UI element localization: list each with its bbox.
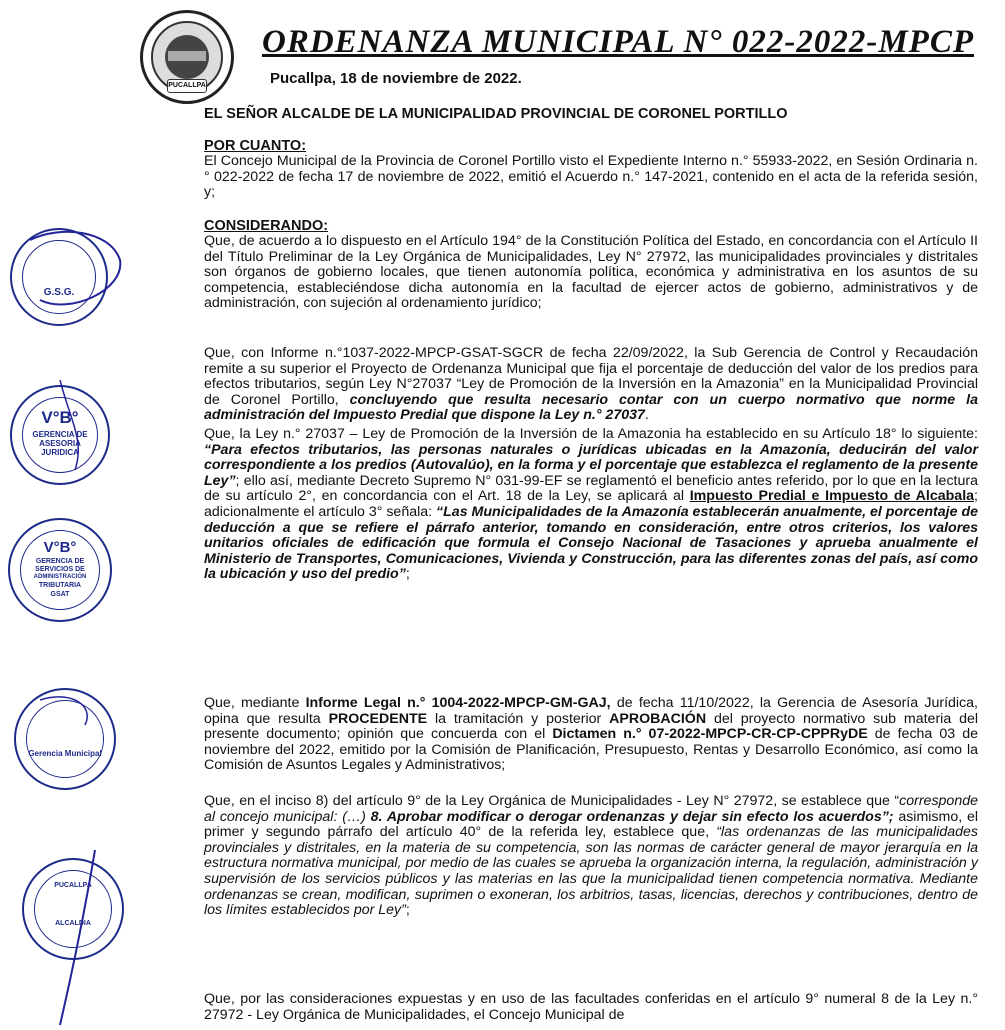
- signature-stroke-3: [40, 697, 87, 725]
- municipal-logo: [140, 10, 234, 104]
- stamp-gsat-line-3: ADMINISTRACIÓN: [33, 574, 87, 580]
- stamp-gsg-text: G.S.G.: [43, 287, 75, 298]
- por-cuanto-text: El Concejo Municipal de la Provincia de Coronel Portillo visto el Expediente Interno n.° 55933-2022, en Sesión Ordinaria n.° 022-2022 de fecha 17 de noviembre de 2022, emitió el Acuerdo n.° 147-2021, contenido en el acta de la referida sesión, y;: [204, 153, 978, 201]
- mayor-heading: EL SEÑOR ALCALDE DE LA MUNICIPALIDAD PROVINCIAL DE CORONEL PORTILLO: [204, 106, 788, 122]
- p5-quote-a: corresponde al concejo municipal: (…): [204, 793, 978, 825]
- stamp-gsat-line-2: SERVICIOS DE: [35, 566, 85, 573]
- p4-end: de fecha 03 de noviembre del 2022, emitido por la Comisión de Planificación, Presupuesto, Rentas y Desarrollo Económico, así como la Comisión de Asuntos Legales y Administrativos;: [204, 726, 978, 774]
- p5-middle: asimismo, el primer y segundo párrafo del artículo 40° de la referida ley, establece que,: [204, 808, 979, 841]
- signature-stroke-2: [60, 380, 78, 470]
- p2-text: Que, con Informe n.°1037-2022-MPCP-GSAT-SGCR de fecha 22/09/2022, la Sub Gerencia de Control y Recaudación remite a su superior el Proyecto de Ordenanza Municipal que fija el porcentaje de deducción del valor de los predios para efectos tributarios, según Ley N°27037 “Ley de Promoción de la Inversión en la Amazonia” en la Municipalidad Provincial de Coronel Portillo,: [204, 345, 978, 408]
- p5-end: ;: [405, 902, 410, 919]
- considerando-paragraph-6: Que, por las consideraciones expuestas y en uso de las facultades conferidas en el artículo 9° numeral 8 de la Ley n.° 27972 - Ley Orgánica de Municipalidades, el Concejo Municipal de: [204, 991, 978, 1023]
- p3-quote-art3: “Las Municipalidades de la Amazonía establecerán anualmente, el porcentaje de deducción a que se refiere el párrafo anterior, tomando en consideración, entre otros criterios, los valores unitarios oficiales de edificación que formula el Consejo Nacional de Tasaciones y aprueba anualmente el Ministerio de Transportes, Comunicaciones, Vivienda y Construcción, para las diferentes zonas del país, así como la ubicación y uso del predio”: [204, 503, 978, 583]
- considerando-paragraph-3: [204, 427, 978, 583]
- stamp-gsat-line-1: GERENCIA DE: [35, 558, 85, 565]
- considerando-paragraph-2: [204, 346, 978, 424]
- p4-text-1: de fecha 11/10/2022, la Gerencia de Asesoría Jurídica, opina que resulta: [204, 695, 978, 727]
- stamp-asesoria-vb: V°B°: [41, 408, 79, 427]
- p3-end: ;: [405, 566, 410, 583]
- p4-intro: Que, mediante: [204, 695, 306, 711]
- stamp-gsat-line-4: TRIBUTARIA: [38, 582, 82, 589]
- p3-quote-art18: “Para efectos tributarios, las personas naturales o jurídicas ubicadas en la Amazonía, deducirán del valor correspondiente a los predios (Autovalúo), en la forma y el porcentaje que establezca el reglamento de la presente Ley”: [204, 441, 978, 489]
- p3-tax-names: Impuesto Predial e Impuesto de Alcabala: [689, 488, 975, 505]
- p4-aprobacion: APROBACIÓN: [609, 710, 707, 727]
- p5-quote-b: 8. Aprobar modificar o derogar ordenanzas y dejar sin efecto los acuerdos”;: [370, 808, 894, 825]
- considerando-paragraph-5: [204, 794, 978, 919]
- p2-emphasis: concluyendo que resulta necesario contar con un cuerpo normativo que norme la administración del Impuesto Predial que dispone la Ley n.° 27037: [204, 391, 978, 424]
- stamp-gsat-line-5: GSAT: [50, 591, 70, 598]
- stamp-alcaldia-city: PUCALLPA: [54, 882, 92, 889]
- stamp-gsat-vb: V°B°: [43, 539, 77, 556]
- logo-band-stripe: [168, 51, 206, 61]
- stamp-asesoria-line-1: GERENCIA DE: [32, 430, 88, 439]
- p5-intro: Que, en el inciso 8) del artículo 9° de la Ley Orgánica de Municipalidades - Ley N° 27972, se establece que “: [204, 793, 900, 809]
- logo-band: PUCALLPA: [167, 79, 207, 93]
- p4-dictamen: Dictamen n.° 07-2022-MPCP-CR-CP-CPPRyDE: [552, 726, 868, 743]
- p4-procedente: PROCEDENTE: [328, 710, 428, 727]
- considerando-label: CONSIDERANDO:: [204, 218, 329, 234]
- por-cuanto-label: POR CUANTO:: [204, 138, 307, 154]
- stamp-asesoria-line-3: JURIDICA: [41, 448, 79, 457]
- ordinance-date: Pucallpa, 18 de noviembre de 2022.: [270, 70, 522, 87]
- signature-stroke-4: [60, 850, 95, 1025]
- considerando-paragraph-4: [204, 696, 978, 774]
- p5-quote-art40: “las ordenanzas de las municipalidades provinciales y distritales, en la materia de su competencia, son las normas de carácter general de mayor jerarquía en la estructura normativa municipal, por medio de las cuales se aprueba la organización interna, la regulación, administración y supervisión de los servicios públicos y las materias en las que la municipalidad tienen competencia normativa. Mediante ordenanzas se crean, modifican, suprimen o exoneran, los arbitrios, tasas, licencias, derechos y contribuciones, dentro de los límites establecidos por Ley”: [204, 824, 978, 919]
- signature-strokes: [0, 220, 140, 1030]
- signature-stroke-1: [30, 232, 120, 305]
- p4-informe: Informe Legal n.° 1004-2022-MPCP-GM-GAJ,: [305, 695, 611, 711]
- p4-text-3: del proyecto normativo sub materia del presente documento; opinión que concuerda con el: [204, 710, 979, 743]
- stamp-alcaldia-text: ALCALDIA: [55, 920, 91, 927]
- p4-text-2: la tramitación y posterior: [427, 710, 610, 727]
- p3-middle: ; ello así, mediante Decreto Supremo N° 031-99-EF se reglamentó el beneficio antes referido, por lo que en la lectura de su artículo 2°, en concordancia con el Art. 18 de la Ley, se aplicará al: [204, 472, 978, 505]
- considerando-paragraph-1: Que, de acuerdo a lo dispuesto en el Artículo 194° de la Constitución Política del Estado, en concordancia con el Artículo II del Título Preliminar de la Ley Orgánica de Municipalidades, Ley N° 27972, las municipalidades provinciales y distritales son órganos de gobierno locales, que tienen autonomía política, económica y administrativa en los asuntos de su competencia, estableciéndose dicha autonomía en la facultad de ejercer actos de gobierno, administrativos y de administración, con sujeción al ordenamiento jurídico;: [204, 233, 978, 312]
- p3-intro: Que, la Ley n.° 27037 – Ley de Promoción de la Inversión de la Amazonia ha establecido en su Artículo 18° lo siguiente:: [204, 426, 978, 442]
- ordinance-title: ORDENANZA MUNICIPAL N° 022-2022-MPCP: [262, 24, 974, 60]
- stamp-gerencia-text: Gerencia Municipal: [28, 749, 102, 758]
- p3-art3-intro: ; adicionalmente el artículo 3° señala:: [204, 488, 978, 520]
- p2-end: .: [644, 407, 649, 424]
- stamp-asesoria-line-2: ASESORIA: [39, 439, 81, 448]
